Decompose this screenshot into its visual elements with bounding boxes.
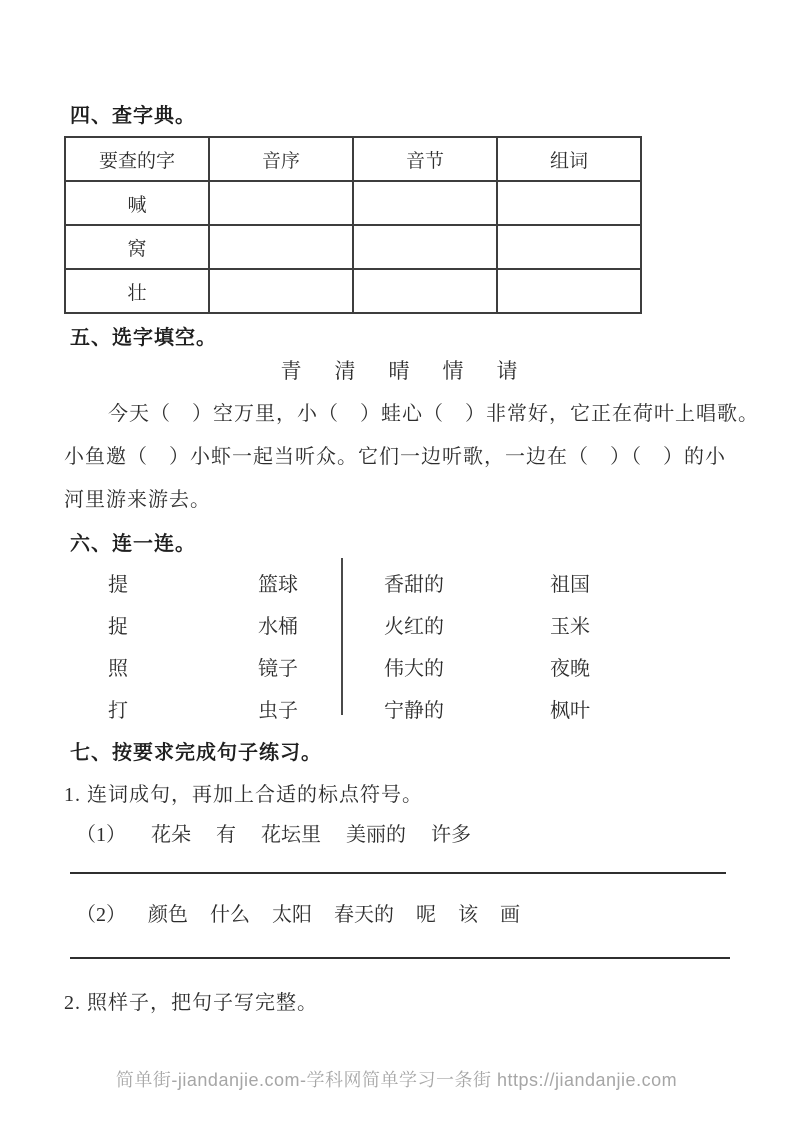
table-row	[65, 225, 641, 269]
match-item: 提	[108, 574, 128, 596]
word: 美丽的	[346, 824, 406, 846]
section6-title: 六、连一连。	[70, 533, 196, 555]
match-column-adjectives	[384, 564, 444, 732]
question-1-words	[76, 818, 471, 847]
question-number: （1）	[76, 824, 126, 846]
word: 呢	[416, 904, 436, 926]
table-header-row	[65, 137, 641, 181]
char-cell: 窝	[65, 225, 209, 269]
match-item: 祖国	[550, 574, 590, 596]
match-item: 捉	[108, 616, 128, 638]
option-char: 情	[442, 359, 464, 383]
answer-cell	[497, 269, 641, 313]
table-row	[65, 181, 641, 225]
section7-title: 七、按要求完成句子练习。	[70, 742, 322, 764]
match-column-nouns	[550, 564, 590, 732]
paragraph-line: 今天（ ）空万里，小（ ）蛙心（ ）非常好，它正在荷叶上唱歌。	[108, 403, 759, 425]
match-item: 玉米	[550, 616, 590, 638]
char-cell: 喊	[65, 181, 209, 225]
match-item: 伟大的	[384, 658, 444, 680]
task1-instruction: 1. 连词成句，再加上合适的标点符号。	[64, 784, 423, 806]
match-item: 虫子	[258, 700, 298, 722]
question-number: （2）	[76, 904, 126, 926]
word: 太阳	[272, 904, 312, 926]
answer-cell	[497, 181, 641, 225]
match-item: 打	[108, 700, 128, 722]
word: 许多	[431, 824, 471, 846]
option-char: 晴	[388, 359, 410, 383]
match-item: 宁静的	[384, 700, 444, 722]
match-column-verbs	[108, 564, 128, 732]
option-char: 青	[280, 359, 302, 383]
table-row	[65, 269, 641, 313]
table-header-yinxu: 音序	[209, 137, 353, 181]
watermark-footer: 简单街-jiandanjie.com-学科网简单学习一条街 https://jiandanjie.com	[115, 1070, 678, 1090]
table-header-char: 要查的字	[65, 137, 209, 181]
option-char: 清	[334, 359, 356, 383]
match-item: 水桶	[258, 616, 298, 638]
answer-blank-line	[70, 872, 726, 874]
option-char: 请	[496, 359, 518, 383]
match-item: 照	[108, 658, 128, 680]
table-header-zuci: 组词	[497, 137, 641, 181]
table-header-yinjie: 音节	[353, 137, 497, 181]
question-2-words	[76, 898, 520, 927]
match-item: 夜晚	[550, 658, 590, 680]
answer-cell	[209, 181, 353, 225]
section4-title: 四、查字典。	[70, 105, 196, 127]
match-item: 镜子	[258, 658, 298, 680]
paragraph-line: 小鱼邀（ ）小虾一起当听众。它们一边听歌，一边在（ ）（ ）的小	[64, 446, 726, 468]
word: 花朵	[151, 824, 191, 846]
word: 该	[458, 904, 478, 926]
word: 什么	[210, 904, 250, 926]
word: 春天的	[334, 904, 394, 926]
match-column-objects	[258, 564, 298, 732]
answer-cell	[497, 225, 641, 269]
answer-cell	[209, 269, 353, 313]
match-item: 枫叶	[550, 700, 590, 722]
word: 颜色	[148, 904, 188, 926]
fill-blank-paragraph	[64, 393, 759, 522]
task2-instruction: 2. 照样子，把句子写完整。	[64, 992, 318, 1014]
word: 有	[216, 824, 236, 846]
section5-title: 五、选字填空。	[70, 327, 217, 349]
answer-cell	[353, 225, 497, 269]
word: 画	[500, 904, 520, 926]
match-item: 香甜的	[384, 574, 444, 596]
answer-cell	[353, 269, 497, 313]
character-options	[64, 355, 734, 385]
paragraph-line: 河里游来游去。	[64, 489, 211, 511]
char-cell: 壮	[65, 269, 209, 313]
answer-cell	[353, 181, 497, 225]
column-divider-line	[341, 558, 343, 715]
match-item: 篮球	[258, 574, 298, 596]
word: 花坛里	[261, 824, 321, 846]
dictionary-table	[64, 136, 642, 314]
match-item: 火红的	[384, 616, 444, 638]
answer-blank-line	[70, 957, 730, 959]
answer-cell	[209, 225, 353, 269]
